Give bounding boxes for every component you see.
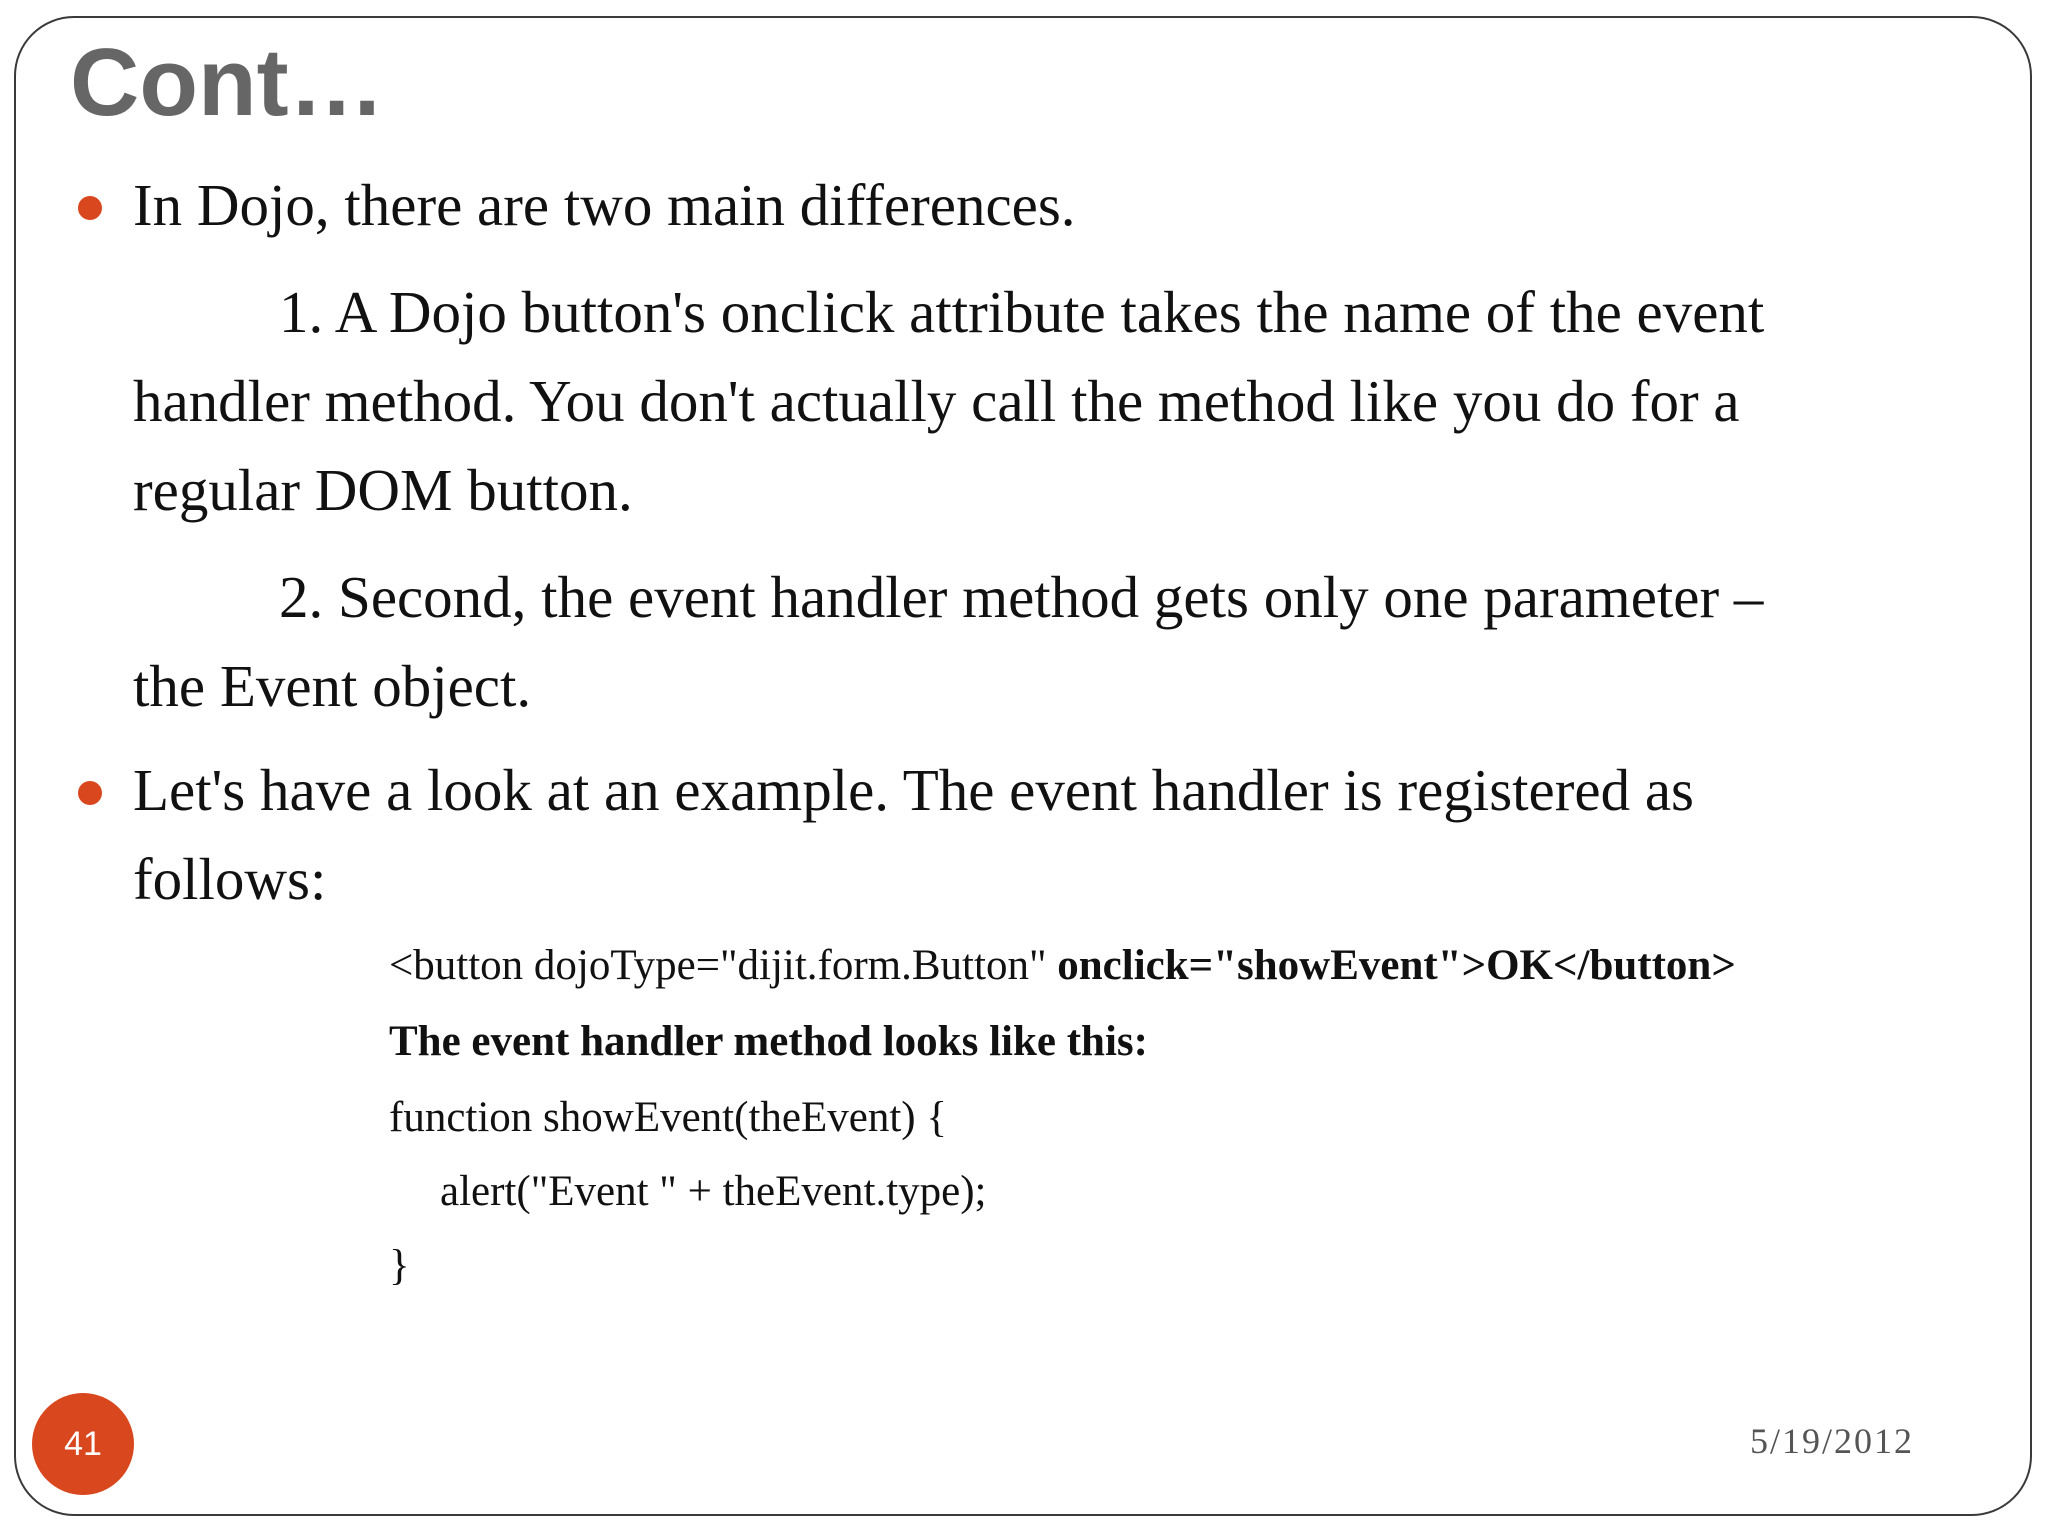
button-markup-plain: <button dojoType="dijit.form.Button" <box>389 942 1058 989</box>
slide-number-badge <box>32 1393 134 1495</box>
button-markup-bold: onclick="showEvent">OK</button> <box>1057 942 1736 989</box>
slide-title: Cont… <box>70 29 385 136</box>
bullet-2-line-2: follows: <box>133 846 327 912</box>
item-2-line-1: 2. Second, the event handler method gets only one parameter – <box>279 564 1764 630</box>
item-2-line-2: the Event object. <box>133 653 532 719</box>
item-1-line-3: regular DOM button. <box>133 457 633 523</box>
code-alert-line: alert("Event " + theEvent.type); <box>440 1168 987 1215</box>
bullet-1-text: In Dojo, there are two main differences. <box>133 172 1076 238</box>
slide-date: 5/19/2012 <box>1750 1421 1915 1461</box>
handler-caption: The event handler method looks like this: <box>389 1018 1148 1065</box>
code-function-line: function showEvent(theEvent) { <box>389 1094 947 1141</box>
bullet-dot-1 <box>78 196 102 220</box>
bullet-2-line-1: Let's have a look at an example. The event handler is registered as <box>133 757 1694 823</box>
item-1-line-1: 1. A Dojo button's onclick attribute takes the name of the event <box>279 279 1765 345</box>
slide-number: 41 <box>64 1424 102 1463</box>
item-1-line-2: handler method. You don't actually call the method like you do for a <box>133 368 1740 434</box>
code-closing-brace: } <box>389 1242 410 1289</box>
bullet-dot-2 <box>78 781 102 805</box>
button-markup-line <box>389 940 1736 992</box>
